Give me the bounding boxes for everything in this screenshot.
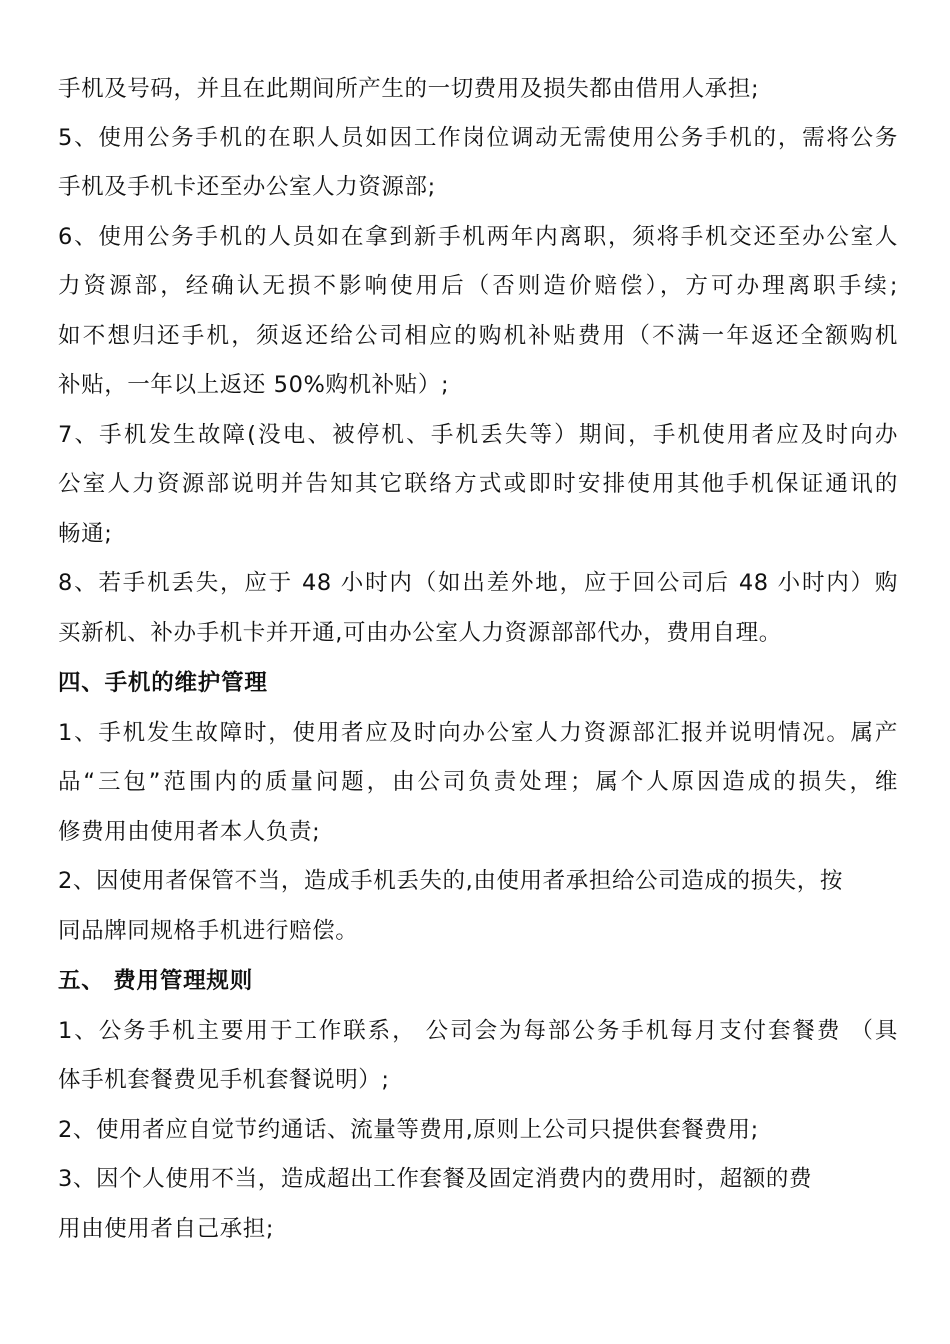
text-line: 手机及号码，并且在此期间所产生的一切费用及损失都由借用人承担;	[58, 76, 760, 102]
text-line: 同品牌同规格手机进行赔偿。	[58, 918, 359, 944]
section-heading: 五、 费用管理规则	[58, 968, 254, 994]
text-line: 7、手机发生故障(没电、被停机、手机丢失等）期间，手机使用者应及时向办	[58, 422, 898, 448]
text-line: 修费用由使用者本人负责;	[58, 819, 321, 845]
text-line: 补贴，一年以上返还 50%购机补贴）;	[58, 372, 450, 398]
text-line: 用由使用者自己承担;	[58, 1216, 275, 1242]
text-line: 买新机、补办手机卡并开通,可由办公室人力资源部部代办，费用自理。	[58, 620, 782, 646]
text-line: 品“三包”范围内的质量问题，由公司负责处理；属个人原因造成的损失，维	[58, 769, 898, 795]
text-line: 1、手机发生故障时，使用者应及时向办公室人力资源部汇报并说明情况。属产	[58, 720, 898, 746]
text-line: 畅通;	[58, 521, 113, 547]
text-line: 5、使用公务手机的在职人员如因工作岗位调动无需使用公务手机的，需将公务	[58, 125, 898, 151]
section-heading: 四、手机的维护管理	[58, 670, 268, 696]
text-line: 体手机套餐费见手机套餐说明）;	[58, 1067, 390, 1093]
text-line: 2、使用者应自觉节约通话、流量等费用,原则上公司只提供套餐费用;	[58, 1117, 759, 1143]
text-line: 手机及手机卡还至办公室人力资源部;	[58, 174, 436, 200]
text-line: 2、因使用者保管不当，造成手机丢失的,由使用者承担给公司造成的损失，按	[58, 868, 843, 894]
text-line: 1、公务手机主要用于工作联系， 公司会为每部公务手机每月支付套餐费 （具	[58, 1018, 898, 1044]
text-line: 如不想归还手机，须返还给公司相应的购机补贴费用（不满一年返还全额购机	[58, 323, 898, 349]
text-line: 6、使用公务手机的人员如在拿到新手机两年内离职，须将手机交还至办公室人	[58, 224, 898, 250]
text-line: 8、若手机丢失，应于 48 小时内（如出差外地，应于回公司后 48 小时内）购	[58, 570, 898, 596]
text-line: 3、因个人使用不当，造成超出工作套餐及固定消费内的费用时，超额的费	[58, 1166, 813, 1192]
text-line: 力资源部，经确认无损不影响使用后（否则造价赔偿），方可办理离职手续;	[58, 273, 898, 299]
text-line: 公室人力资源部说明并告知其它联络方式或即时安排使用其他手机保证通讯的	[58, 471, 898, 497]
